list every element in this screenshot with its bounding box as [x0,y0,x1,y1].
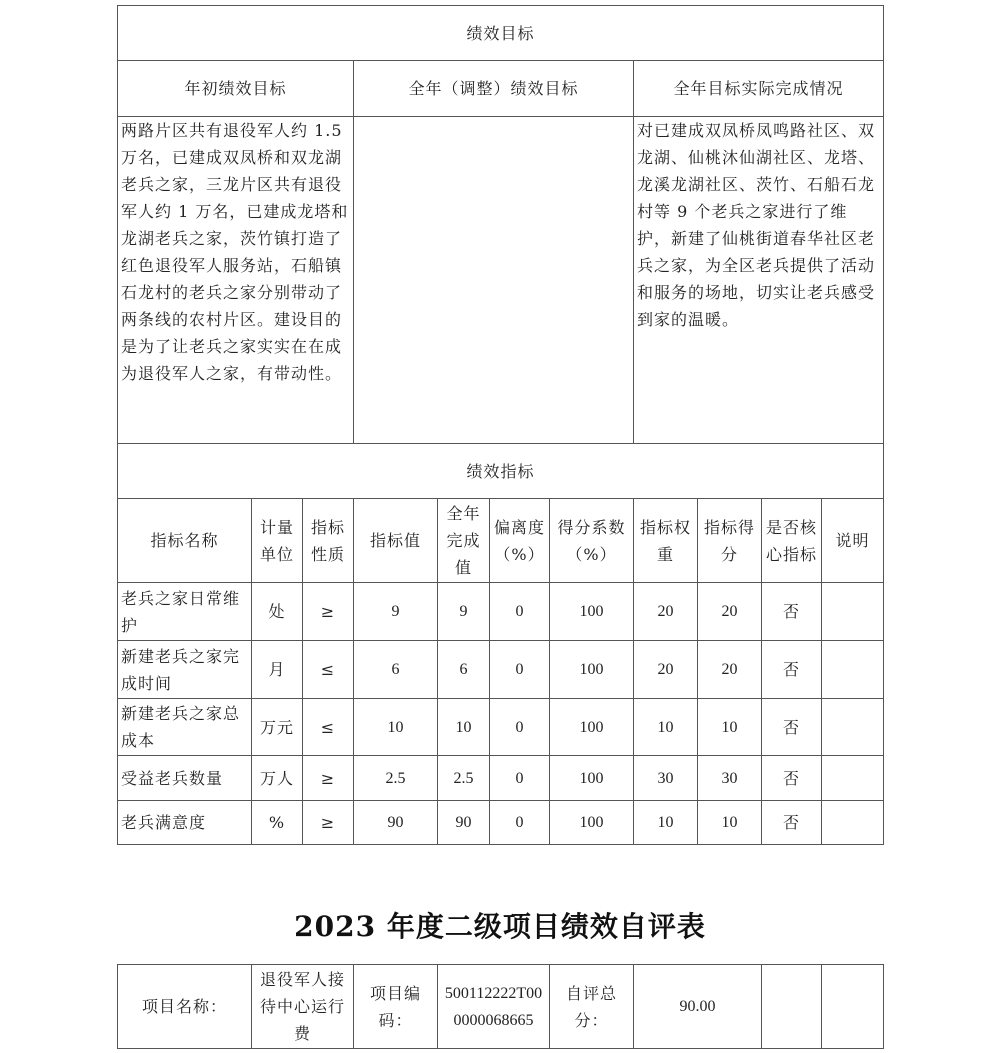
score-coefficient: 100 [550,641,634,699]
indicator-name: 新建老兵之家完成时间 [118,641,252,699]
indicator-name: 受益老兵数量 [118,756,252,801]
header-unit: 计量单位 [252,499,303,583]
actual-value: 2.5 [438,756,490,801]
core-indicator: 否 [762,756,822,801]
actual-value: 9 [438,583,490,641]
score-coefficient: 100 [550,699,634,756]
header-score-coefficient: 得分系数（%） [550,499,634,583]
project-summary-row [118,965,884,1049]
score: 20 [698,641,762,699]
indicator-name: 老兵之家日常维护 [118,583,252,641]
notes [822,699,884,756]
header-notes: 说明 [822,499,884,583]
unit: 月 [252,641,303,699]
adjusted-goal-text [354,117,634,444]
project-name-label: 项目名称： [118,965,252,1049]
unit: 万人 [252,756,303,801]
nature: ≤ [303,641,354,699]
indicator-header-row [118,499,884,583]
target-value: 10 [354,699,438,756]
empty-cell [762,965,822,1049]
performance-table [117,5,884,845]
header-indicator-name: 指标名称 [118,499,252,583]
empty-cell [822,965,884,1049]
table-row [118,801,884,845]
actual-value: 90 [438,801,490,845]
target-value: 9 [354,583,438,641]
score: 10 [698,801,762,845]
total-score: 90.00 [634,965,762,1049]
score: 10 [698,699,762,756]
actual-completion-header: 全年目标实际完成情况 [634,61,884,117]
weight: 10 [634,699,698,756]
header-deviation: 偏离度（%） [490,499,550,583]
weight: 20 [634,583,698,641]
project-summary-table [117,964,884,1049]
table-row [118,641,884,699]
actual-value: 6 [438,641,490,699]
deviation: 0 [490,756,550,801]
weight: 30 [634,756,698,801]
header-score: 指标得分 [698,499,762,583]
goals-section-header: 绩效目标 [118,6,884,61]
deviation: 0 [490,583,550,641]
nature: ≥ [303,756,354,801]
indicator-name: 老兵满意度 [118,801,252,845]
indicator-name: 新建老兵之家总成本 [118,699,252,756]
header-actual-value: 全年完成值 [438,499,490,583]
weight: 20 [634,641,698,699]
initial-goal-text: 两路片区共有退役军人约 1.5 万名，已建成双凤桥和双龙湖老兵之家，三龙片区共有退役军人约 1 万名，已建成龙塔和龙湖老兵之家，茨竹镇打造了红色退役军人服务站，石船镇石龙村的老兵之家分别带动了两条线的农村片区。建设目的是为了让老兵之家实实在在成为退役军人之家，有带动性。 [118,117,354,444]
notes [822,756,884,801]
table-row [118,756,884,801]
score: 30 [698,756,762,801]
unit: 处 [252,583,303,641]
nature: ≥ [303,801,354,845]
unit: % [252,801,303,845]
core-indicator: 否 [762,801,822,845]
actual-value: 10 [438,699,490,756]
core-indicator: 否 [762,699,822,756]
score: 20 [698,583,762,641]
core-indicator: 否 [762,583,822,641]
project-code-label: 项目编码： [354,965,438,1049]
table-row [118,583,884,641]
notes [822,801,884,845]
target-value: 90 [354,801,438,845]
actual-completion-text: 对已建成双凤桥凤鸣路社区、双龙湖、仙桃沐仙湖社区、龙塔、龙溪龙湖社区、茨竹、石船石龙村等 9 个老兵之家进行了维护，新建了仙桃街道春华社区老兵之家，为全区老兵提供了活动和服务的场地，切实让老兵感受到家的温暖。 [634,117,884,444]
core-indicator: 否 [762,641,822,699]
score-coefficient: 100 [550,583,634,641]
deviation: 0 [490,801,550,845]
deviation: 0 [490,699,550,756]
score-coefficient: 100 [550,801,634,845]
project-code: 500112222T000000068665 [438,965,550,1049]
unit: 万元 [252,699,303,756]
initial-goal-header: 年初绩效目标 [118,61,354,117]
notes [822,641,884,699]
notes [822,583,884,641]
deviation: 0 [490,641,550,699]
indicators-section-header: 绩效指标 [118,444,884,499]
table-row [118,699,884,756]
nature: ≤ [303,699,354,756]
project-name: 退役军人接待中心运行费 [252,965,354,1049]
header-weight: 指标权重 [634,499,698,583]
header-nature: 指标性质 [303,499,354,583]
adjusted-goal-header: 全年（调整）绩效目标 [354,61,634,117]
target-value: 2.5 [354,756,438,801]
score-coefficient: 100 [550,756,634,801]
page-title: 2023 年度二级项目绩效自评表 [294,910,706,943]
header-target-value: 指标值 [354,499,438,583]
nature: ≥ [303,583,354,641]
score-label: 自评总分： [550,965,634,1049]
target-value: 6 [354,641,438,699]
weight: 10 [634,801,698,845]
header-core-indicator: 是否核心指标 [762,499,822,583]
